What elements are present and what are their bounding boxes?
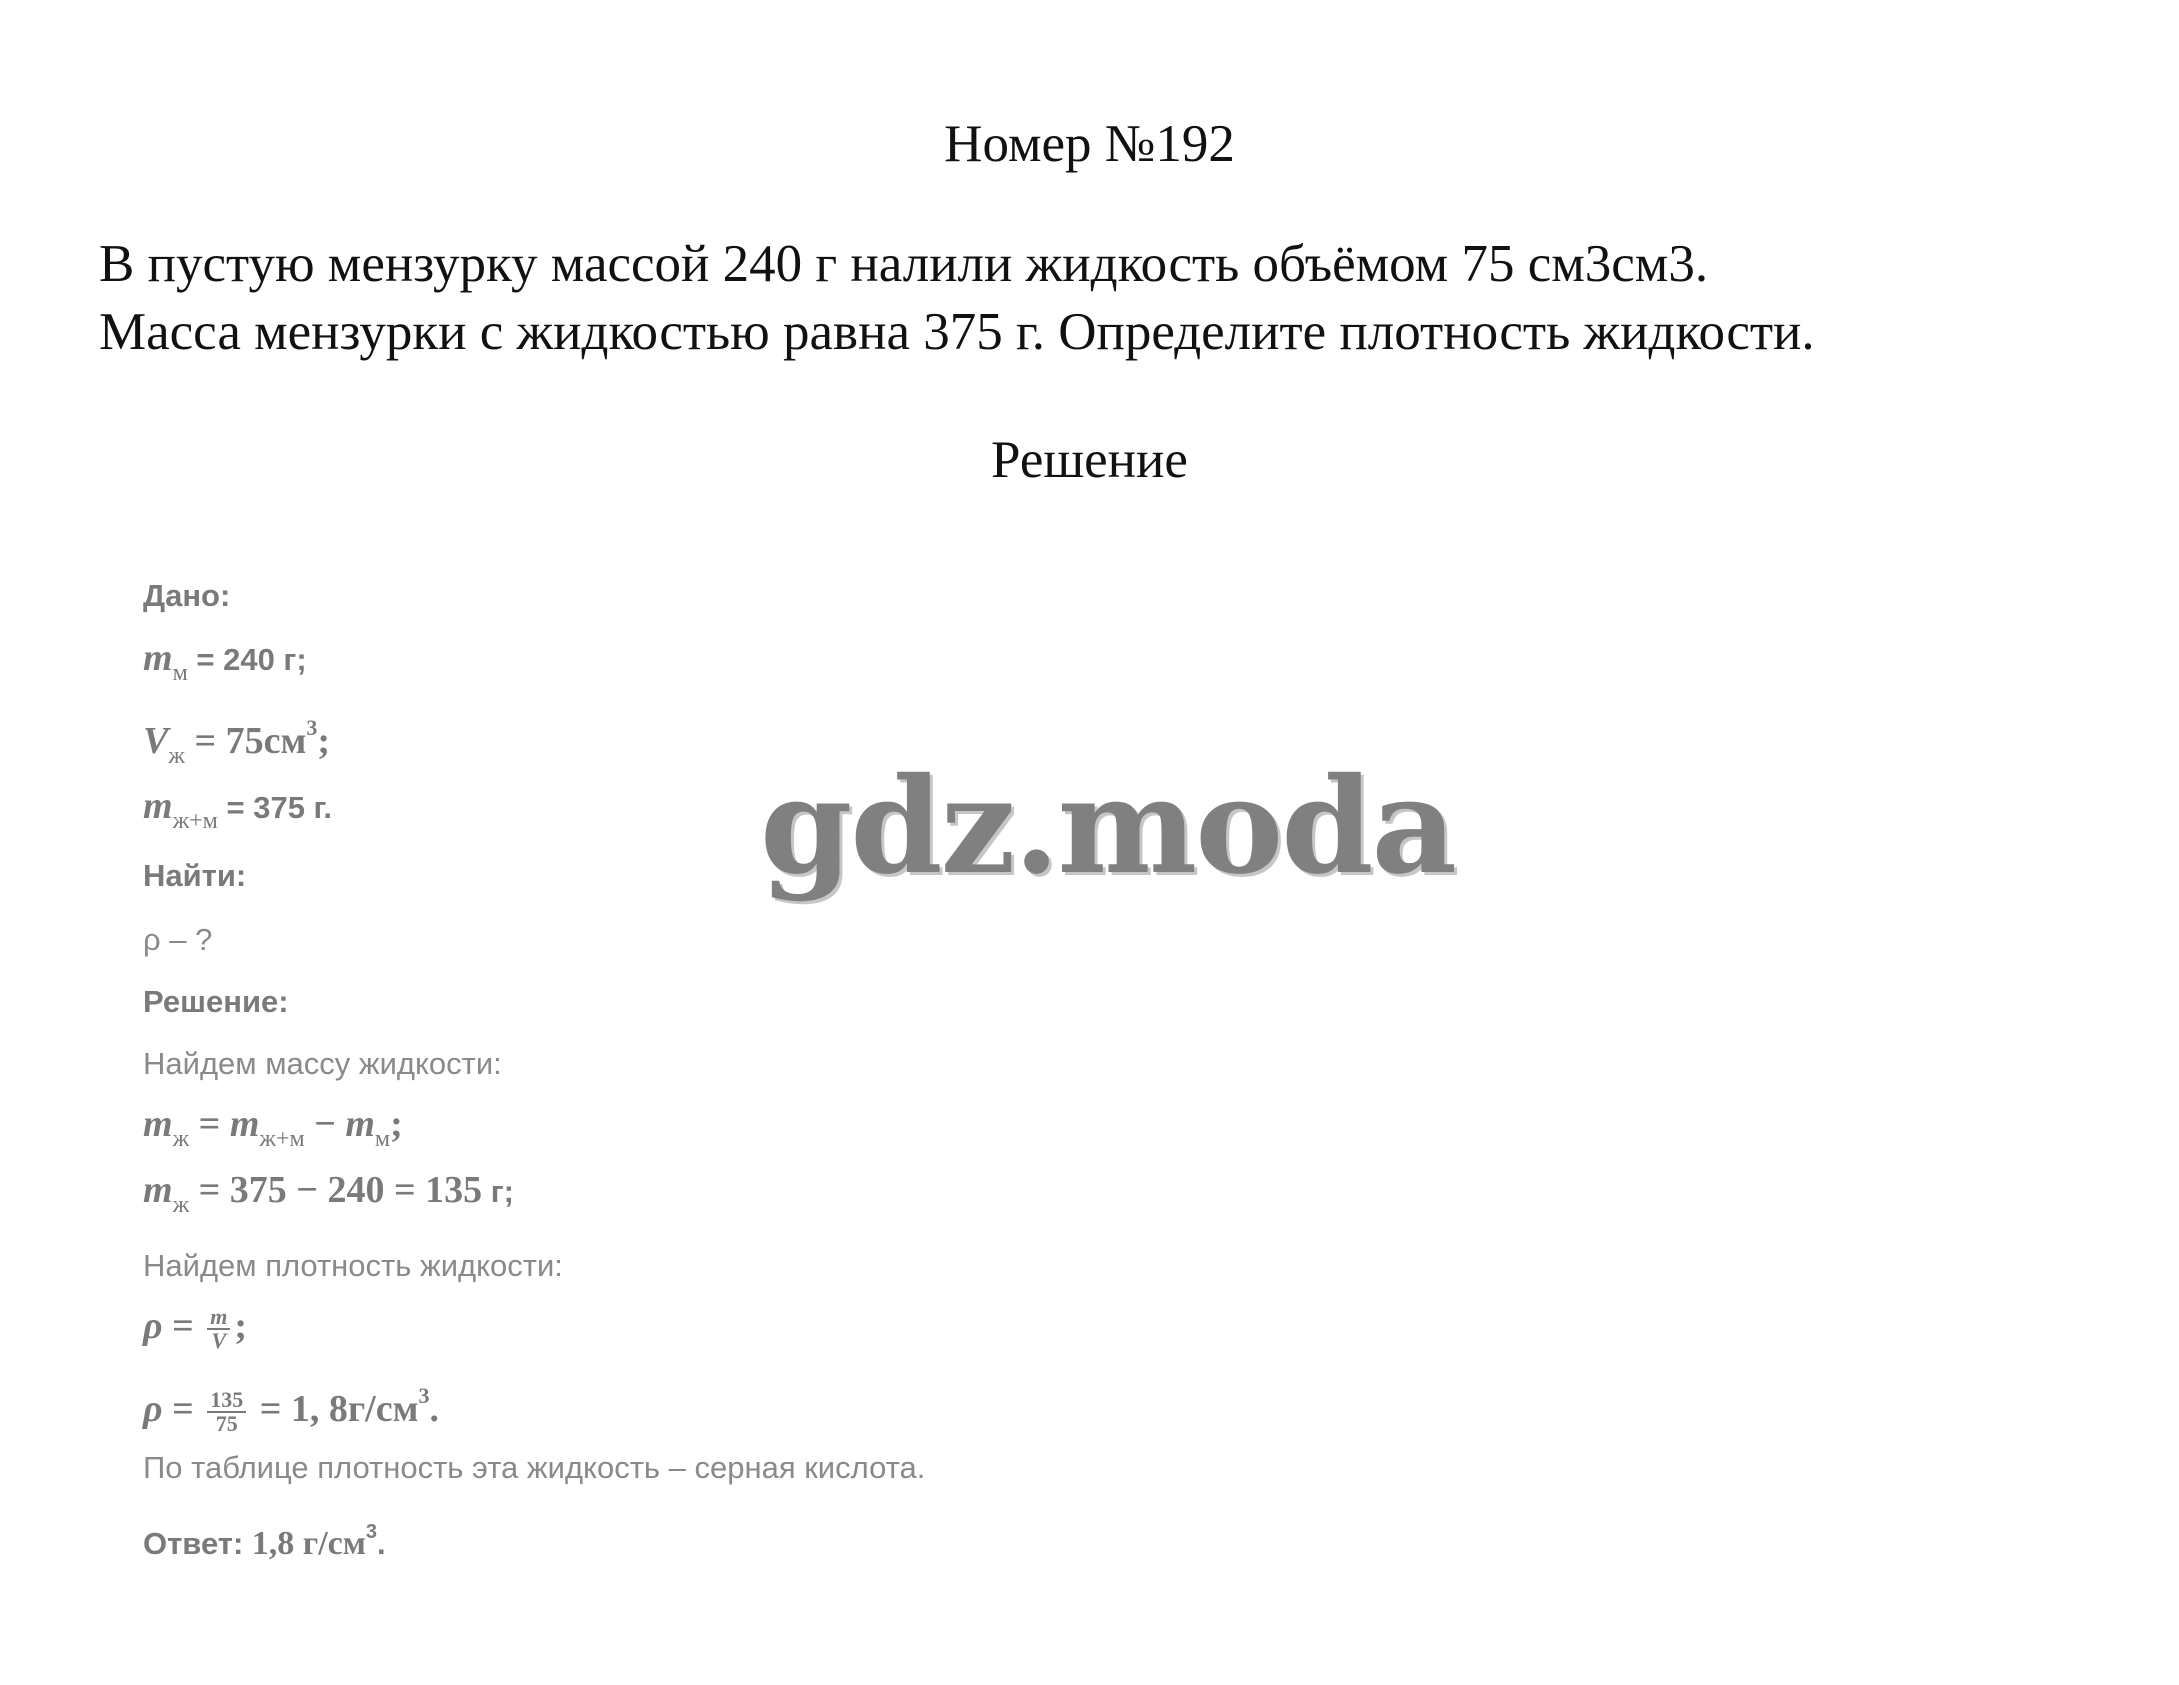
step-liquid-mass: Найдем массу жидкости: — [143, 1046, 502, 1081]
given-heading: Дано: — [143, 578, 231, 613]
problem-statement — [99, 230, 2099, 366]
problem-line-2: Масса мензурки с жидкостью равна 375 г. Определите плотность жидкости. — [99, 303, 1815, 361]
equation-density-formula: ρ = $\frac{m}{V}$ ; — [143, 1304, 248, 1354]
given-mass-total: $m_{ж+м} = 375$ г. — [143, 785, 332, 834]
solution-heading: Решение: — [143, 984, 289, 1019]
step-density: Найдем плотность жидкости: — [143, 1248, 563, 1283]
problem-line-1: В пустую мензурку массой 240 г налили жидкость объёмом 75 см3см3. — [99, 235, 1709, 293]
answer-line: Ответ: 1,8 $г/см^3$. — [143, 1521, 386, 1562]
find-heading: Найти: — [143, 858, 247, 893]
find-value: ρ – ? — [143, 922, 213, 957]
conclusion-text: По таблице плотность эта жидкость – серная кислота. — [143, 1450, 926, 1485]
equation-density-value: ρ = $\frac{135}{75}$ = 1, $8г/см^3$. — [143, 1383, 439, 1437]
equation-liquid-mass: $m_ж = m_{ж+м} - m_м$; — [143, 1103, 403, 1152]
given-mass-beaker: $m_м = 240$ г; — [143, 637, 307, 686]
watermark-logo: gdz.moda — [760, 749, 1456, 904]
equation-liquid-mass-value: $m_ж = 375 - 240 = 135$ г; — [143, 1169, 514, 1218]
page-title: Номер №192 — [944, 115, 1235, 173]
solution-title: Решение — [991, 431, 1188, 489]
given-volume: $V_ж = 75см^3$; — [143, 715, 331, 769]
